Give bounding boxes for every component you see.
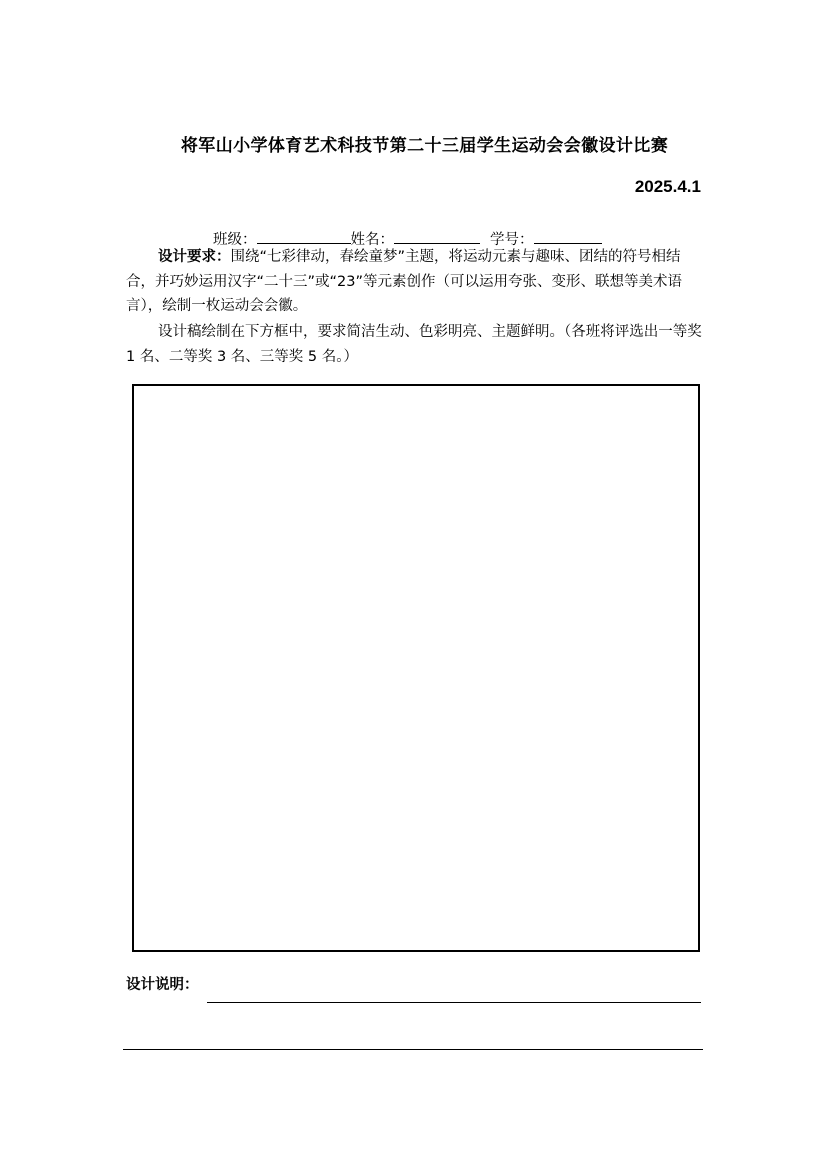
name-label: 姓名： bbox=[350, 232, 394, 248]
page-title: 将军山小学体育艺术科技节第二十三届学生运动会会徽设计比赛 bbox=[180, 136, 669, 156]
instruction-paragraph bbox=[126, 320, 706, 369]
class-label: 班级： bbox=[213, 232, 257, 248]
student-id-blank-field[interactable] bbox=[534, 229, 602, 244]
name-blank-field[interactable] bbox=[394, 229, 480, 244]
design-description-label: 设计说明： bbox=[126, 977, 199, 993]
instruction-text: 设计稿绘制在下方框中，要求简洁生动、色彩明亮、主题鲜明。（各班将评选出一等奖 1 名、二等奖 3 名、三等奖 5 名。） bbox=[126, 324, 702, 365]
description-line-2[interactable] bbox=[123, 1049, 703, 1050]
description-line-1[interactable] bbox=[207, 1002, 701, 1003]
requirement-text: 围绕“七彩律动，春绘童梦”主题，将运动元素与趣味、团结的符号相结合，并巧妙运用汉字“二十三”或“23”等元素创作（可以运用夸张、变形、联想等美术语言），绘制一枚运动会会徽。 bbox=[126, 249, 682, 314]
requirement-colon: ： bbox=[216, 249, 231, 265]
requirement-label: 设计要求 bbox=[158, 249, 216, 265]
design-requirement-paragraph bbox=[126, 245, 706, 319]
class-blank-field[interactable] bbox=[257, 229, 351, 244]
student-id-label: 学号： bbox=[490, 232, 534, 248]
form-date: 2025.4.1 bbox=[634, 177, 701, 196]
drawing-area-box[interactable] bbox=[132, 384, 700, 952]
